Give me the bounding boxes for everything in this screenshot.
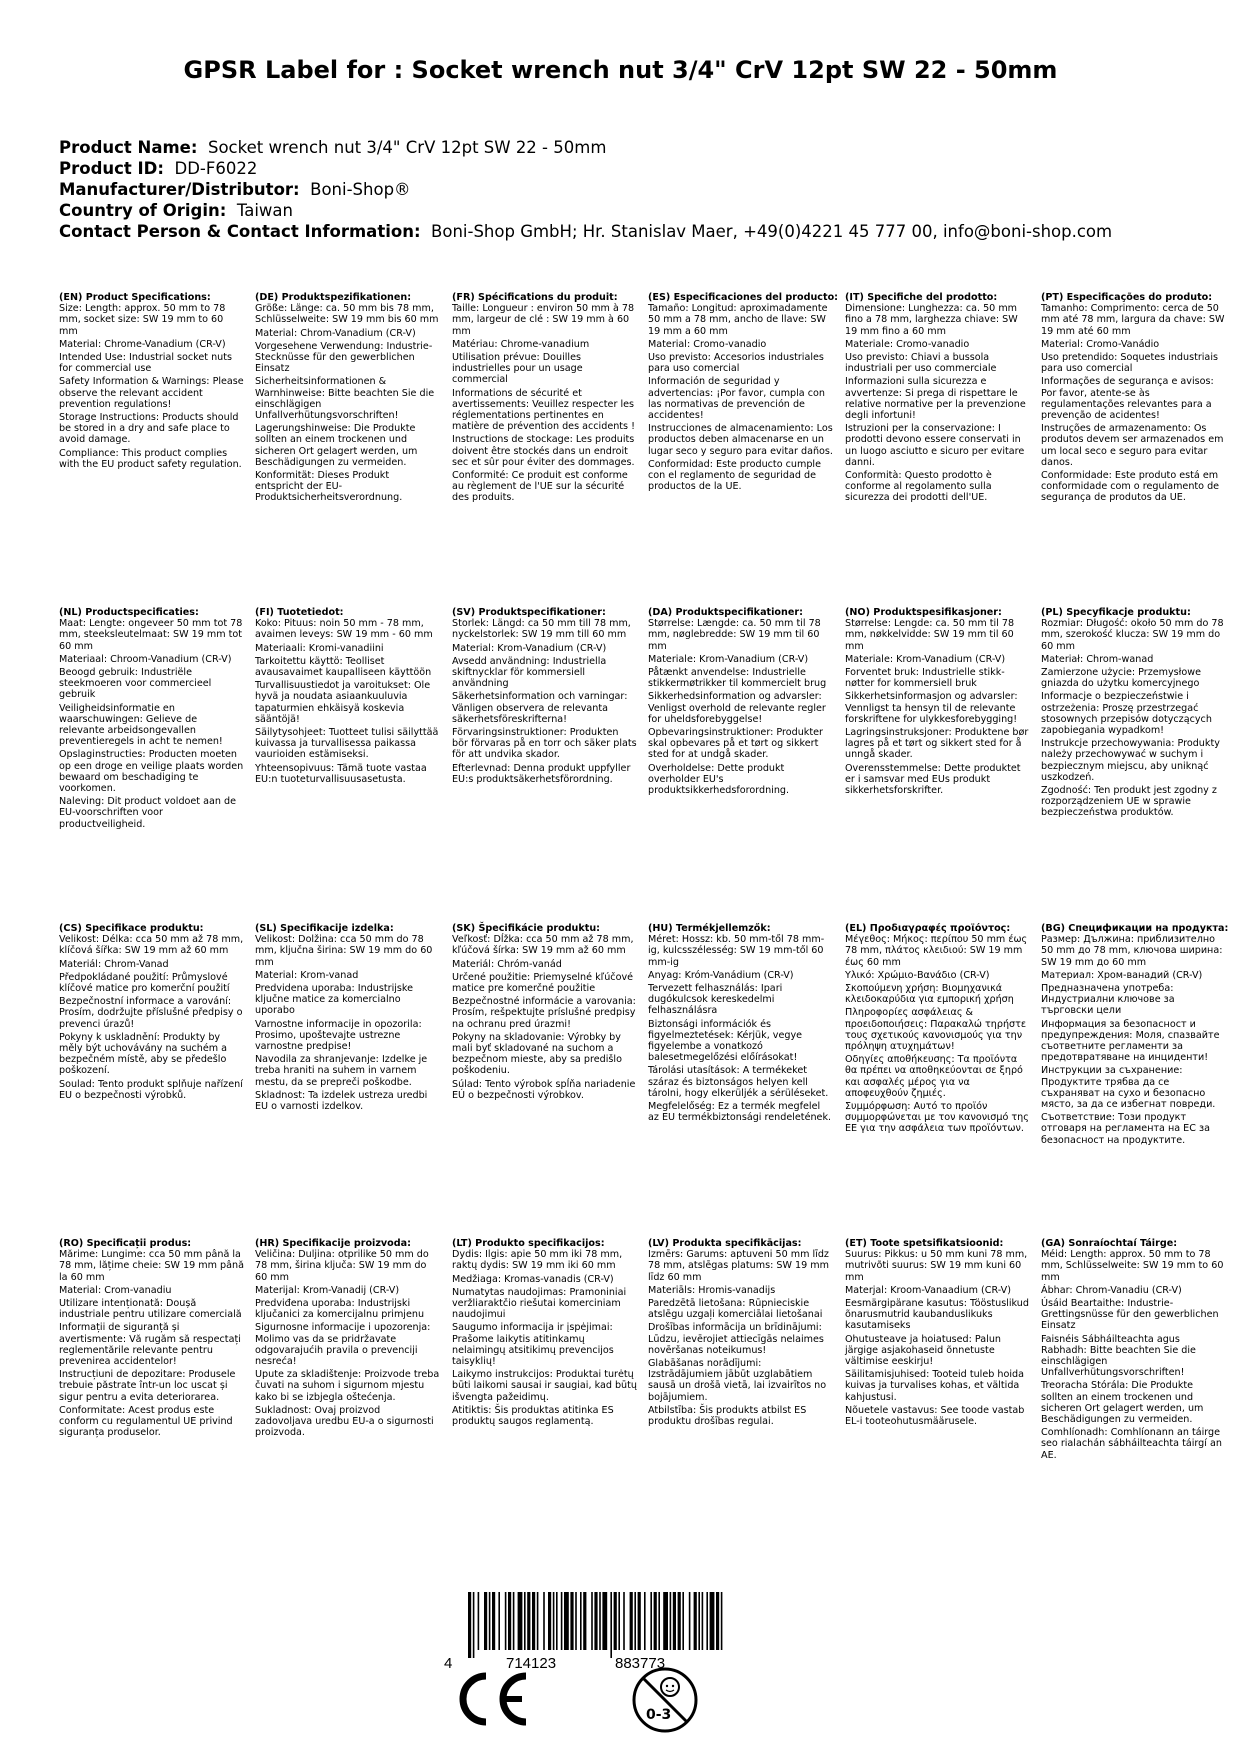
- spec-paragraph: Tarkoitettu käyttö: Teolliset avausavaimet kaupalliseen käyttöön: [255, 655, 432, 679]
- language-heading: (LT) Produkto specifikacijos:: [452, 1238, 605, 1249]
- language-heading: (NO) Produktspesifikasjoner:: [845, 607, 1002, 618]
- barcode-bar: [553, 1592, 555, 1650]
- spec-paragraph: Μέγεθος: Μήκος: περίπου 50 mm έως 78 mm, πλάτος κλειδιού: SW 19 mm έως 60 mm: [845, 934, 1028, 968]
- barcode-bar: [721, 1592, 723, 1650]
- language-heading: (SL) Specifikacije izdelka:: [255, 923, 394, 934]
- value: Socket wrench nut 3/4" CrV 12pt SW 22 - 50mm: [207, 138, 607, 157]
- spec-paragraph: Varnostne informacije in opozorila: Prosimo, upoštevajte ustrezne varnostne predpise!: [255, 1018, 422, 1053]
- language-heading: (ET) Toote spetsifikatsioonid:: [845, 1238, 1004, 1249]
- spec-paragraph: Instructions de stockage: Les produits doivent être stockés dans un endroit sec et sûr pour éviter des dommages.: [452, 434, 635, 468]
- language-block: [255, 923, 440, 1114]
- spec-paragraph: Opbevaringsinstruktioner: Produkter skal opbevares på et tørt og sikkert sted for at undgå skader.: [648, 727, 823, 761]
- barcode-bar: [650, 1592, 652, 1650]
- spec-paragraph: Material: Cromo-Vanádio: [1041, 338, 1160, 350]
- spec-paragraph: Materijal: Krom-Vanadij (CR-V): [255, 1284, 400, 1296]
- value: Taiwan: [236, 201, 293, 220]
- language-heading: (ES) Especificaciones del producto:: [648, 292, 839, 303]
- spec-paragraph: Materiaali: Kromi-vanadiini: [255, 642, 384, 654]
- spec-paragraph: Pokyny na skladovanie: Výrobky by mali byť skladované na suchom a bezpečnom mieste, aby sa predišlo poškodeniu.: [452, 1031, 622, 1077]
- spec-paragraph: Säilitamisjuhised: Tooteid tuleb hoida kuivas ja turvalises kohas, et vältida kahjustusi.: [845, 1369, 1024, 1403]
- barcode-bar: [583, 1592, 586, 1650]
- language-block: [59, 607, 244, 832]
- spec-paragraph: Atbilstība: Šis produkts atbilst ES produktu drošības regulai.: [648, 1404, 807, 1428]
- spec-paragraph: Vorgesehene Verwendung: Industrie-Stecknüsse für den gewerblichen Einsatz: [255, 340, 433, 375]
- spec-paragraph: Material: Crom-vanadiu: [59, 1284, 172, 1296]
- language-heading: (FI) Tuotetiedot:: [255, 607, 344, 618]
- spec-paragraph: Overholdelse: Dette produkt overholder EU's produktsikkerhedsforordning.: [648, 762, 790, 797]
- spec-paragraph: Anyag: Króm-Vanádium (CR-V): [648, 969, 794, 981]
- spec-paragraph: Treoracha Stórála: Die Produkte sollten an einem trockenen und sicheren Ort gelagert werden, um Beschädigungen zu vermeiden.: [1041, 1380, 1204, 1426]
- barcode-bar: [556, 1592, 558, 1650]
- spec-paragraph: Efterlevnad: Denna produkt uppfyller EU:s produktsäkerhetsförordning.: [452, 762, 631, 785]
- language-heading: (EN) Product Specifications:: [59, 292, 211, 303]
- spec-paragraph: Méret: Hossz: kb. 50 mm-től 78 mm-ig, kulcsszélesség: SW 19 mm-től 60 mm-ig: [648, 934, 825, 968]
- spec-paragraph: Οδηγίες αποθήκευσης: Τα προϊόντα θα πρέπει να αποθηκεύονται σε ξηρό και ασφαλές μέρος για να αποφευχθούν ζημιές.: [845, 1054, 1023, 1099]
- language-block: [648, 1238, 833, 1429]
- language-block: [845, 292, 1030, 506]
- spec-paragraph: Material: Cromo-vanadio: [648, 338, 767, 350]
- language-block: [1041, 1238, 1226, 1463]
- spec-paragraph: Zamierzone użycie: Przemysłowe gniazda do użytku komercyjnego: [1041, 667, 1202, 690]
- barcode-bar: [663, 1592, 668, 1650]
- barcode-bar: [594, 1592, 597, 1650]
- spec-paragraph: Material: Krom-vanad: [255, 969, 359, 981]
- spec-paragraph: Materiāls: Hromis-vanadijs: [648, 1284, 776, 1296]
- spec-paragraph: Υλικό: Χρώμιο-Βανάδιο (CR-V): [845, 969, 990, 981]
- spec-paragraph: Materiaal: Chroom-Vanadium (CR-V): [59, 653, 232, 665]
- language-heading: (LV) Produkta specifikācijas:: [648, 1238, 802, 1249]
- barcode-bar: [702, 1592, 704, 1650]
- spec-paragraph: Informații de siguranță și avertismente: Vă rugăm să respectați reglementările relevante pentru prevenirea accidentelor!: [59, 1322, 241, 1368]
- spec-paragraph: Compliance: This product complies with the EU product safety regulation.: [59, 447, 242, 470]
- page-title: GPSR Label for : Socket wrench nut 3/4" CrV 12pt SW 22 - 50mm: [183, 56, 1058, 84]
- spec-paragraph: Medžiaga: Kromas-vanadis (CR-V): [452, 1273, 614, 1285]
- spec-paragraph: Istruzioni per la conservazione: I prodotti devono essere conservati in un luogo asciutto e sicuro per evitare danni.: [845, 423, 1025, 468]
- spec-paragraph: Glabāšanas norādījumi: Izstrādājumiem jābūt uzglabātiem sausā un drošā vietā, lai izvairītos no bojājumiem.: [648, 1358, 827, 1403]
- spec-paragraph: Naleving: Dit product voldoet aan de EU-voorschriften voor productveiligheid.: [59, 796, 236, 830]
- barcode-bar: [524, 1592, 526, 1650]
- spec-paragraph: Conformità: Questo prodotto è conforme al regolamento sulla sicurezza dei prodotti dell'UE.: [845, 470, 992, 504]
- barcode-bar: [673, 1592, 676, 1650]
- value: DD-F6022: [174, 159, 258, 178]
- product-id-row: [59, 158, 1112, 179]
- spec-paragraph: Informacje o bezpieczeństwie i ostrzeżenia: Proszę przestrzegać stosownych przepisów dotyczących zapobiegania wypadkom!: [1041, 691, 1212, 737]
- spec-paragraph: Upute za skladištenje: Proizvode treba čuvati na suhom i sigurnom mjestu kako bi se izbjegla oštećenja.: [255, 1369, 440, 1403]
- product-name-row: [59, 137, 1112, 158]
- spec-paragraph: Laikymo instrukcijos: Produktai turėtų būti laikomi sausai ir saugiai, kad būtų išvengta pažeidimų.: [452, 1369, 637, 1403]
- barcode-bar: [570, 1592, 573, 1650]
- ce-mark-icon: [452, 1670, 532, 1728]
- barcode-bar: [610, 1592, 612, 1658]
- barcode-bar: [694, 1592, 697, 1650]
- barcode-bar: [564, 1592, 569, 1650]
- spec-paragraph: Uso previsto: Accesorios industriales para uso comercial: [648, 352, 824, 375]
- spec-paragraph: Veiligheidsinformatie en waarschuwingen: Gelieve de relevante arbeidsongevallen preventieregels in acht te nemen!: [59, 702, 223, 748]
- spec-paragraph: Size: Length: approx. 50 mm to 78 mm, socket size: SW 19 mm to 60 mm: [59, 303, 226, 337]
- spec-paragraph: Instrucciones de almacenamiento: Los productos deben almacenarse en un lugar seco y seguro para evitar daños.: [648, 423, 833, 457]
- spec-paragraph: Información de seguridad y advertencias: ¡Por favor, cumpla con las normativas de prevención de accidentes!: [648, 376, 825, 422]
- spec-paragraph: Eesmärgipärane kasutus: Tööstuslikud õnarusmutrid kaubanduslikuks kasutamiseks: [845, 1298, 1029, 1332]
- language-block: [845, 1238, 1030, 1429]
- spec-paragraph: Utilisation prévue: Douilles industrielles pour un usage commercial: [452, 352, 583, 386]
- barcode-bar: [575, 1592, 577, 1650]
- barcode-bar: [473, 1592, 475, 1658]
- spec-paragraph: Informações de segurança e avisos: Por favor, atente-se às regulamentações relevantes para a prevenção de acidentes!: [1041, 376, 1214, 422]
- spec-paragraph: Tamanho: Comprimento: cerca de 50 mm até 78 mm, largura da chave: SW 19 mm até 60 mm: [1041, 303, 1225, 337]
- spec-paragraph: Atitiktis: Šis produktas atitinka ES produktų saugos reglamentą.: [452, 1404, 614, 1428]
- spec-paragraph: Sikkerhetsinformasjon og advarsler: Vennligst ta hensyn til de relevante forskriftene for ulykkesforebygging!: [845, 691, 1018, 725]
- language-heading: (IT) Specifiche del prodotto:: [845, 292, 998, 303]
- barcode-bar: [543, 1592, 545, 1650]
- spec-paragraph: Информация за безопасност и предупреждения: Моля, спазвайте съответните регламенти за предотвратяване на инциденти!: [1041, 1018, 1220, 1064]
- spec-paragraph: Nõuetele vastavus: See toode vastab EL-i tooteohutusmäärusele.: [845, 1404, 1025, 1428]
- language-block: [452, 607, 637, 787]
- spec-paragraph: Avsedd användning: Industriella skiftnycklar för kommersiell användning: [452, 655, 607, 690]
- barcode-bar: [678, 1592, 681, 1650]
- barcode-bar: [654, 1592, 657, 1650]
- label: Contact Person & Contact Information:: [59, 222, 421, 241]
- language-heading: (HU) Termékjellemzők:: [648, 923, 771, 934]
- spec-paragraph: Размер: Дължина: приблизително 50 mm до 78 mm, ключова ширина: SW 19 mm до 60 mm: [1041, 934, 1223, 968]
- language-heading: (NL) Productspecificaties:: [59, 607, 199, 618]
- language-heading: (DE) Produktspezifikationen:: [255, 292, 412, 303]
- barcode-bar: [682, 1592, 684, 1650]
- spec-paragraph: Suurus: Pikkus: u 50 mm kuni 78 mm, mutrivõti suurus: SW 19 mm kuni 60 mm: [845, 1249, 1028, 1283]
- spec-paragraph: Material: Chrome-Vanadium (CR-V): [59, 338, 226, 350]
- spec-paragraph: Størrelse: Lengde: ca. 50 mm til 78 mm, nøkkelvidde: SW 19 mm til 60 mm: [845, 618, 1015, 652]
- barcode-bar: [706, 1592, 708, 1650]
- spec-paragraph: Koko: Pituus: noin 50 mm - 78 mm, avaimen leveys: SW 19 mm - 60 mm: [255, 618, 433, 641]
- spec-paragraph: Overensstemmelse: Dette produktet er i samsvar med EUs produkt sikkerhetsforskrifter.: [845, 762, 1021, 797]
- spec-paragraph: Materiál: Chróm-vanád: [452, 958, 562, 970]
- language-block: [59, 923, 244, 1103]
- spec-paragraph: Navodila za shranjevanje: Izdelke je treba hraniti na suhem in varnem mestu, da se prepreči poškodbe.: [255, 1054, 428, 1088]
- spec-paragraph: Saugumo informacija ir įspėjimai: Prašome laikytis atitinkamų nelaimingų atsitikimų prevencijos taisyklių!: [452, 1322, 614, 1368]
- language-block: [648, 292, 839, 494]
- barcode-bar: [518, 1592, 523, 1650]
- language-heading: (SV) Produktspecifikationer:: [452, 607, 606, 618]
- spec-paragraph: Materiał: Chrom-wanad: [1041, 653, 1154, 665]
- spec-paragraph: Sikkerhedsinformation og advarsler: Venligst overhold de relevante regler for uheldsforebyggelse!: [648, 691, 826, 725]
- barcode-bar: [508, 1592, 511, 1650]
- spec-paragraph: Matériau: Chrome-vanadium: [452, 338, 590, 350]
- barcode-bar: [630, 1592, 633, 1650]
- barcode-bar: [505, 1592, 507, 1650]
- spec-paragraph: Beoogd gebruik: Industriële steekmoeren voor commercieel gebruik: [59, 667, 212, 701]
- spec-paragraph: Conformité: Ce produit est conforme au règlement de l'UE sur la sécurité des produits.: [452, 470, 628, 504]
- spec-paragraph: Predvidena uporaba: Industrijske ključne matice za komercialno uporabo: [255, 983, 414, 1017]
- barcode-bar: [644, 1592, 646, 1650]
- spec-paragraph: Tamaño: Longitud: aproximadamente 50 mm a 78 mm, ancho de llave: SW 19 mm a 60 mm: [648, 303, 828, 337]
- barcode-bar: [614, 1592, 617, 1650]
- language-block: [255, 292, 440, 506]
- barcode-bar: [492, 1592, 495, 1650]
- spec-paragraph: Conformidad: Este producto cumple con el reglamento de seguridad de productos de la UE.: [648, 458, 821, 493]
- spec-paragraph: Paredzētā lietošana: Rūpnieciskie atslēgu uzgaļi komerciālai lietošanai: [648, 1298, 823, 1321]
- barcode-bar: [689, 1592, 691, 1650]
- spec-paragraph: Größe: Länge: ca. 50 mm bis 78 mm, Schlüsselweite: SW 19 mm bis 60 mm: [255, 303, 439, 326]
- origin-row: [59, 200, 1112, 221]
- barcode-bar: [716, 1592, 719, 1650]
- spec-paragraph: Yhteensopivuus: Tämä tuote vastaa EU:n tuoteturvallisuusasetusta.: [255, 762, 427, 785]
- barcode-bar: [634, 1592, 636, 1650]
- spec-paragraph: Påtænkt anvendelse: Industrielle stikkermøtrikker til kommercielt brug: [648, 667, 827, 690]
- barcode-bar: [580, 1592, 582, 1650]
- barcode-bar: [548, 1592, 551, 1650]
- spec-paragraph: Úsáid Beartaithe: Industrie-Grettingsnüsse für den gewerblichen Einsatz: [1041, 1298, 1219, 1332]
- label: Product Name:: [59, 138, 198, 157]
- language-block: [255, 1238, 440, 1440]
- contact-row: [59, 221, 1112, 242]
- spec-paragraph: Πληροφορίες ασφάλειας & προειδοποιήσεις: Παρακαλώ τηρήστε τους σχετικούς κανονισμούς για την πρόληψη ατυχημάτων!: [845, 1007, 1027, 1053]
- spec-paragraph: Forventet bruk: Industrielle stikk-nøtter for kommersiell bruk: [845, 667, 1005, 690]
- barcode-bar: [489, 1592, 491, 1650]
- spec-paragraph: Instruções de armazenamento: Os produtos devem ser armazenados em um local seco e seguro para evitar danos.: [1041, 423, 1224, 468]
- label: Product ID:: [59, 159, 164, 178]
- spec-paragraph: Utilizare intenționată: Doușă industriale pentru utilizare comercială: [59, 1298, 242, 1321]
- language-block: [452, 292, 637, 506]
- spec-paragraph: Pokyny k uskladnění: Produkty by měly být uchovávány na suchém a bezpečném místě, aby se předešlo poškození.: [59, 1031, 228, 1077]
- spec-paragraph: Material: Chrom-Vanadium (CR-V): [255, 327, 416, 339]
- spec-paragraph: Conformidade: Este produto está em conformidade com o regulamento de segurança de produtos da UE.: [1041, 470, 1220, 504]
- manufacturer-row: [59, 179, 1112, 200]
- barcode-bar: [599, 1592, 601, 1650]
- value: Boni-Shop®: [310, 180, 411, 199]
- language-block: [59, 292, 244, 472]
- spec-paragraph: Megfelelőség: Ez a termék megfelel az EU termékbiztonsági rendeletének.: [648, 1101, 832, 1124]
- barcode-bar: [537, 1592, 539, 1650]
- spec-paragraph: Rozmiar: Długość: około 50 mm do 78 mm, szerokość klucza: SW 19 mm do 60 mm: [1041, 618, 1224, 652]
- barcode-bar: [561, 1592, 563, 1650]
- spec-paragraph: Lagerungshinweise: Die Produkte sollten an einem trockenen und sicheren Ort gelagert werden, um Beschädigungen zu vermeiden.: [255, 423, 418, 468]
- spec-paragraph: Materiale: Krom-Vanadium (CR-V): [648, 653, 809, 665]
- product-info: [59, 137, 1112, 242]
- barcode-digit-first: 4: [444, 1655, 453, 1672]
- spec-paragraph: Dydis: Ilgis: apie 50 mm iki 78 mm, raktų dydis: SW 19 mm iki 60 mm: [452, 1249, 623, 1272]
- language-block: [648, 923, 833, 1125]
- spec-paragraph: Comhlíonadh: Comhlíonann an táirge seo rialachán sábháilteachta táirgí an AE.: [1041, 1427, 1222, 1461]
- language-heading: (SK) Špecifikácie produktu:: [452, 923, 601, 934]
- language-heading: (CS) Specifikace produktu:: [59, 923, 204, 934]
- spec-paragraph: Säkerhetsinformation och varningar: Vänligen observera de relevanta säkerhetsföreskrifterna!: [452, 691, 628, 725]
- spec-paragraph: Instrucțiuni de depozitare: Produsele trebuie păstrate într-un loc uscat și sigur pentru a evita deteriorarea.: [59, 1369, 236, 1403]
- spec-paragraph: Bezpečnostné informácie a varovania: Prosím, rešpektujte príslušné predpisy na ochranu pred úrazmi!: [452, 996, 636, 1030]
- barcode-bar: [658, 1592, 660, 1650]
- spec-paragraph: Tervezett felhasználás: Ipari dugókulcsok kereskedelmi felhasználásra: [648, 983, 783, 1017]
- language-block: [59, 1238, 244, 1440]
- spec-paragraph: Drošības informācija un brīdinājumi: Lūdzu, ievērojiet attiecīgās nelaimes novēršanas noteikumus!: [648, 1322, 824, 1356]
- barcode-bar: [478, 1592, 480, 1650]
- spec-paragraph: Zgodność: Ten produkt jest zgodny z rozporządzeniem UE w sprawie bezpieczeństwa produktów.: [1041, 785, 1217, 819]
- spec-paragraph: Súlad: Tento výrobok spĺňa nariadenie EÚ o bezpečnosti výrobkov.: [452, 1078, 636, 1101]
- barcode-bar: [513, 1592, 515, 1650]
- barcode-bar: [618, 1592, 620, 1650]
- spec-paragraph: Konformität: Dieses Produkt entspricht der EU-Produktsicherheitsverordnung.: [255, 470, 403, 504]
- barcode-bar: [468, 1592, 471, 1658]
- language-heading: (PL) Specyfikacje produktu:: [1041, 607, 1191, 618]
- language-heading: (PT) Especificações do produto:: [1041, 292, 1213, 303]
- spec-paragraph: Conformitate: Acest produs este conform cu regulamentul UE privind siguranța produselor.: [59, 1404, 233, 1439]
- spec-paragraph: Storage Instructions: Products should be stored in a dry and safe place to avoid damage.: [59, 412, 239, 446]
- label: Manufacturer/Distributor:: [59, 180, 300, 199]
- barcode-bar: [638, 1592, 641, 1650]
- barcode-bar: [591, 1592, 593, 1650]
- spec-paragraph: Sigurnosne informacije i upozorenja: Molimo vas da se pridržavate odgovarajućih pravila o prevenciji nesreća!: [255, 1322, 431, 1368]
- spec-paragraph: Opslaginstructies: Producten moeten op een droge en veilige plaats worden bewaard om beschadiging te voorkomen.: [59, 749, 244, 795]
- spec-paragraph: Sukladnost: Ovaj proizvod zadovoljava uredbu EU-a o sigurnosti proizvoda.: [255, 1404, 434, 1439]
- barcode-bar: [623, 1592, 625, 1650]
- spec-paragraph: Dimensione: Lunghezza: ca. 50 mm fino a 78 mm, larghezza chiave: SW 19 mm fino a 60 mm: [845, 303, 1018, 337]
- barcode-bar: [532, 1592, 535, 1650]
- spec-paragraph: Materiál: Chrom-Vanad: [59, 958, 169, 970]
- language-block: [1041, 292, 1226, 506]
- spec-paragraph: Méid: Length: approx. 50 mm to 78 mm, Schlüsselweite: SW 19 mm to 60 mm: [1041, 1249, 1224, 1283]
- spec-paragraph: Lagringsinstruksjoner: Produktene bør lagres på et tørt og sikkert sted for å unngå skader.: [845, 727, 1029, 761]
- spec-paragraph: Intended Use: Industrial socket nuts for commercial use: [59, 352, 233, 375]
- age-warning-icon: [630, 1665, 700, 1735]
- spec-paragraph: Velikost: Délka: cca 50 mm až 78 mm, klíčová šířka: SW 19 mm až 60 mm: [59, 934, 244, 957]
- spec-paragraph: Sicherheitsinformationen & Warnhinweise: Bitte beachten Sie die einschlägigen Unfallverhütungsvorschriften!: [255, 376, 435, 422]
- spec-paragraph: Σκοπούμενη χρήση: Βιομηχανικά κλειδοκαρύδια για εμπορική χρήση: [845, 983, 1014, 1006]
- language-heading: (HR) Specifikacije proizvoda:: [255, 1238, 411, 1249]
- barcode-digits-right: 883773: [615, 1655, 666, 1672]
- spec-paragraph: Säilytysohjeet: Tuotteet tulisi säilyttää kuivassa ja turvallisessa paikassa vaurioiden estämiseksi.: [255, 727, 439, 761]
- language-heading: (GA) Sonraíochtaí Táirge:: [1041, 1238, 1178, 1249]
- language-block: [452, 1238, 637, 1429]
- spec-paragraph: Informations de sécurité et avertissements: Veuillez respecter les réglementations pertinentes en matière de prévention des accidents !: [452, 387, 635, 433]
- barcode-bar: [527, 1592, 530, 1650]
- language-block: [255, 607, 440, 787]
- barcode-bar: [602, 1592, 607, 1650]
- barcode-bar: [710, 1592, 715, 1650]
- barcode-bar: [670, 1592, 672, 1650]
- spec-paragraph: Faisnéis Sábháilteachta agus Rabhadh: Bitte beachten Sie die einschlägigen Unfallverhütungsvorschriften!: [1041, 1333, 1196, 1379]
- spec-paragraph: Bezpečnostní informace a varování: Prosím, dodržujte příslušné předpisy o prevenci úrazů!: [59, 996, 243, 1030]
- language-heading: (RO) Specificații produs:: [59, 1238, 192, 1249]
- spec-paragraph: Förvaringsinstruktioner: Produkten bör förvaras på en torr och säker plats för att undvika skador.: [452, 727, 637, 761]
- barcode-bar: [698, 1592, 700, 1650]
- language-block: [1041, 923, 1229, 1148]
- spec-paragraph: Uso previsto: Chiavi a bussola industriali per uso commerciale: [845, 352, 997, 375]
- spec-paragraph: Numatytas naudojimas: Pramoniniai veržliaraktčio riešutai komerciniam naudojimui: [452, 1286, 627, 1321]
- spec-paragraph: Turvallisuustiedot ja varoitukset: Ole hyvä ja noudata asiaankuuluvia tapaturmien ehkäisyä koskevia sääntöjä!: [255, 680, 431, 725]
- barcode: [440, 1592, 735, 1672]
- language-heading: (FR) Spécifications du produit:: [452, 292, 618, 303]
- spec-paragraph: Tárolási utasítások: A termékeket száraz és biztonságos helyen kell tárolni, hogy elkerüljék a sérüléseket.: [648, 1065, 829, 1099]
- barcode-bar: [498, 1592, 500, 1650]
- spec-paragraph: Soulad: Tento produkt splňuje nařízení EU o bezpečnosti výrobků.: [59, 1078, 243, 1101]
- spec-paragraph: Skladnost: Ta izdelek ustreza uredbi EU o varnosti izdelkov.: [255, 1089, 428, 1113]
- spec-paragraph: Veličina: Duljina: otprilike 50 mm do 78 mm, širina ključa: SW 19 mm do 60 mm: [255, 1249, 429, 1283]
- spec-paragraph: Instrukcje przechowywania: Produkty należy przechowywać w suchym i bezpiecznym miejscu, aby uniknąć uszkodzeń.: [1041, 738, 1220, 783]
- barcode-bar: [484, 1592, 487, 1650]
- spec-paragraph: Izmērs: Garums: aptuveni 50 mm līdz 78 mm, atslēgas platums: SW 19 mm līdz 60 mm: [648, 1249, 829, 1283]
- spec-paragraph: Taille: Longueur : environ 50 mm à 78 mm, largeur de clé : SW 19 mm à 60 mm: [452, 303, 635, 337]
- age-range-text: 0-3: [646, 1707, 672, 1723]
- spec-paragraph: Material: Krom-Vanadium (CR-V): [452, 642, 607, 654]
- spec-paragraph: Материал: Хром-ванадий (CR-V): [1041, 969, 1203, 981]
- language-block: [648, 607, 833, 798]
- spec-paragraph: Συμμόρφωση: Αυτό το προϊόν συμμορφώνεται με τον κανονισμό της ΕΕ για την ασφάλεια των προϊόντων.: [845, 1101, 1029, 1135]
- spec-paragraph: Storlek: Längd: ca 50 mm till 78 mm, nyckelstorlek: SW 19 mm till 60 mm: [452, 618, 631, 641]
- language-block: [845, 607, 1030, 798]
- value: Boni-Shop GmbH; Hr. Stanislav Maer, +49(0)4221 45 777 00, info@boni-shop.com: [431, 222, 1113, 241]
- spec-paragraph: Biztonsági információk és figyelmeztetések: Kérjük, vegye figyelembe a vonatkozó balesetmegelőzési előírásokat!: [648, 1018, 803, 1064]
- language-heading: (BG) Спецификации на продукта:: [1041, 923, 1229, 934]
- spec-paragraph: Инструкции за съхранение: Продуктите трябва да се съхраняват на сухо и безопасно място, за да се избегнат повреди.: [1041, 1065, 1216, 1111]
- label: Country of Origin:: [59, 201, 227, 220]
- spec-paragraph: Predviđena uporaba: Industrijski ključanici za komercijalnu primjenu: [255, 1298, 425, 1321]
- spec-paragraph: Съответствие: Този продукт отговаря на регламента на ЕС за безопасност на продуктите.: [1041, 1112, 1210, 1146]
- spec-paragraph: Safety Information & Warnings: Please observe the relevant accident prevention regulations!: [59, 376, 244, 410]
- spec-paragraph: Materiale: Cromo-vanadio: [845, 338, 970, 350]
- spec-paragraph: Предназначена употреба: Индустриални ключове за търговски цели: [1041, 983, 1175, 1017]
- spec-paragraph: Veľkosť: Dĺžka: cca 50 mm až 78 mm, kľúčová šírka: SW 19 mm až 60 mm: [452, 934, 634, 957]
- spec-paragraph: Velikost: Dolžina: cca 50 mm do 78 mm, ključna širina: SW 19 mm do 60 mm: [255, 934, 433, 968]
- spec-paragraph: Určené použitie: Priemyselné kľúčové matice pre komerčné použitie: [452, 971, 634, 995]
- spec-paragraph: Uso pretendido: Soquetes industriais para uso comercial: [1041, 352, 1218, 375]
- language-block: [845, 923, 1030, 1137]
- spec-paragraph: Materjal: Kroom-Vanaadium (CR-V): [845, 1284, 1011, 1296]
- spec-paragraph: Maat: Lengte: ongeveer 50 mm tot 78 mm, steeksleutelmaat: SW 19 mm tot 60 mm: [59, 618, 243, 652]
- spec-paragraph: Størrelse: Længde: ca. 50 mm til 78 mm, nøglebredde: SW 19 mm til 60 mm: [648, 618, 821, 652]
- barcode-digits-left: 714123: [506, 1655, 557, 1672]
- spec-paragraph: Ábhar: Chrom-Vanadiu (CR-V): [1041, 1284, 1182, 1296]
- spec-paragraph: Předpokládané použití: Průmyslové klíčové matice pro komerční použití: [59, 971, 230, 995]
- spec-paragraph: Ohutusteave ja hoiatused: Palun järgige asjakohaseid õnnetuste vältimise eeskirju!: [845, 1333, 1001, 1368]
- spec-paragraph: Informazioni sulla sicurezza e avvertenze: Si prega di rispettare le relative normative per la prevenzione degli infortuni!: [845, 376, 1026, 422]
- language-block: [452, 923, 637, 1103]
- language-block: [1041, 607, 1226, 821]
- spec-paragraph: Materiale: Krom-Vanadium (CR-V): [845, 653, 1006, 665]
- language-heading: (DA) Produktspecifikationer:: [648, 607, 803, 618]
- spec-paragraph: Mărime: Lungime: cca 50 mm până la 78 mm, lățime cheie: SW 19 mm până la 60 mm: [59, 1249, 244, 1283]
- language-heading: (EL) Προδιαγραφές προϊόντος:: [845, 923, 1011, 934]
